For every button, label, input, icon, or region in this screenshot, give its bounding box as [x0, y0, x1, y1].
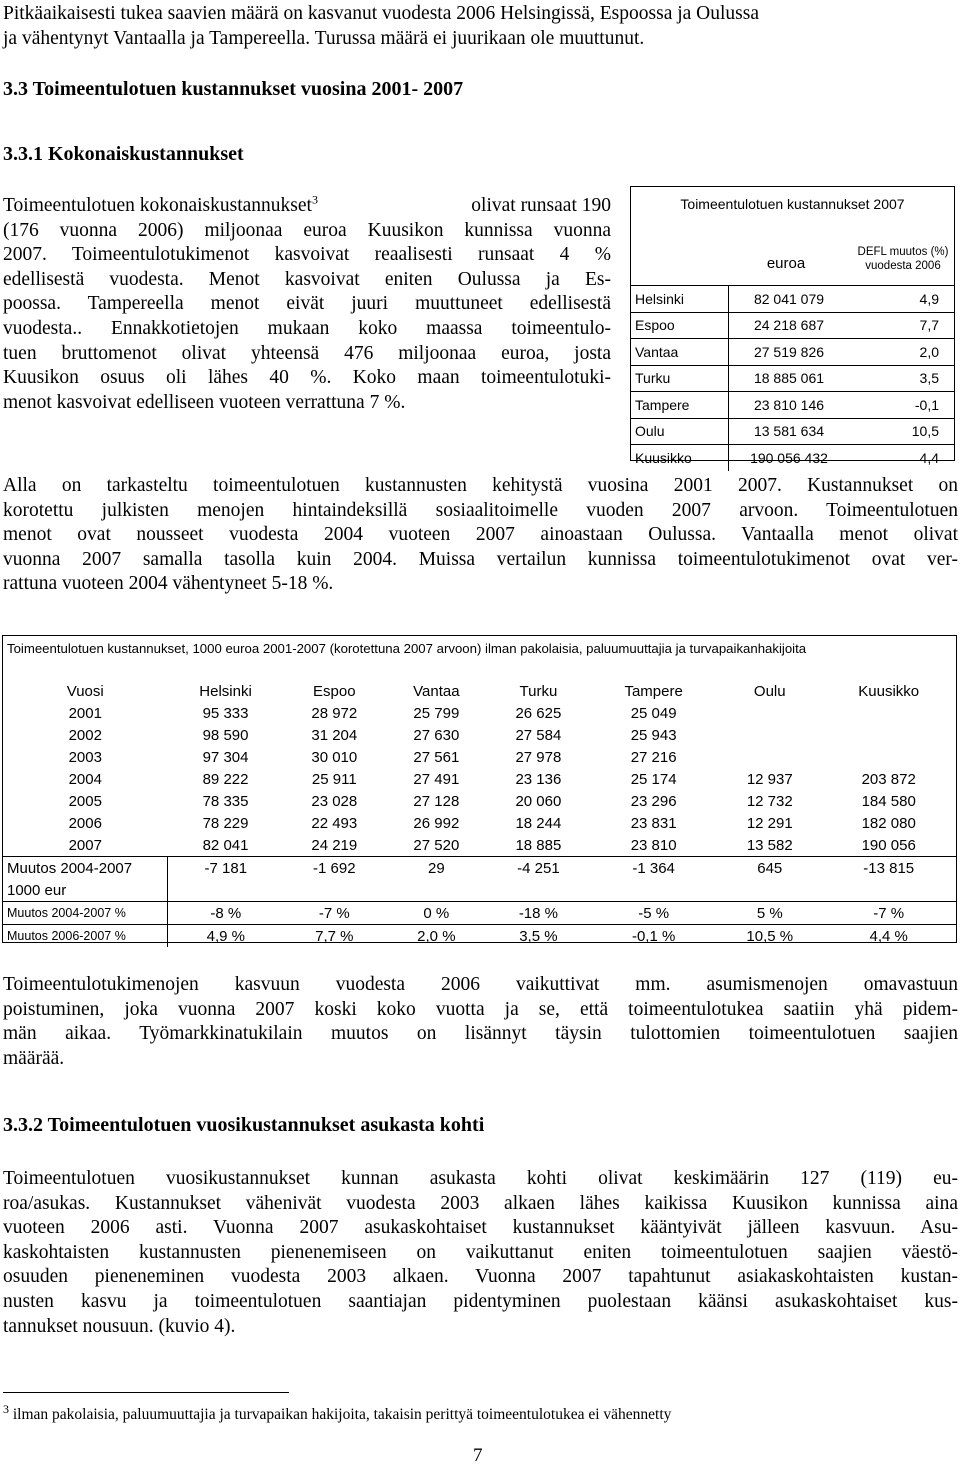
side-table-cell-defl: -0,1: [849, 392, 955, 419]
table-cell: 4,9 %: [168, 925, 284, 948]
table-cell: 27 561: [413, 748, 460, 766]
paragraph-kehitys: [3, 474, 958, 597]
table-cell: 13 582: [746, 836, 793, 854]
table-cell: 7,7 %: [284, 925, 385, 948]
table-row: [3, 702, 956, 724]
table-cell: [718, 724, 821, 746]
text-line: Toimeentulotukimenojen kasvuun vuodesta 2006 vaikuttivat mm. asumismenojen omavastuun: [3, 974, 958, 995]
empty-cell: [284, 879, 385, 902]
table-cell: 97 304: [202, 748, 249, 766]
cost-table-caption: Toimeentulotuen kustannukset, 1000 euroa 2001-2007 (korotettuna 2007 arvoon) ilman pakolaisia, paluumuuttajia ja turvapaikanhakijoita: [7, 641, 807, 656]
text-line: män aikaa. Työmarkkinatukilain muutos on lisännyt täysin tulottomien toimeentulotuen saajien: [3, 1023, 958, 1045]
text-line: Pitkäaikaisesti tukea saavien määrä on kasvanut vuodesta 2006 Helsingissä, Espoossa ja Oulussa: [3, 3, 760, 24]
table-cell: 10,5 %: [718, 925, 821, 948]
text-line: vuodesta.. Ennakkotietojen mukaan koko maassa toimeentulo-: [3, 317, 611, 339]
text-line: edellisestä vuodesta. Menot kasvoivat eniten Oulussa ja Es-: [3, 268, 611, 290]
page-number: 7: [473, 1445, 483, 1466]
row-unit-label: 1000 eur: [3, 879, 168, 902]
table-cell: 27 520: [413, 836, 460, 854]
row-label: Muutos 2004-2007 %: [3, 902, 168, 925]
cost-table-2001-2007: [2, 635, 957, 943]
subsection-heading: 3.3.2 Toimeentulotuen vuosikustannukset asukasta kohti: [3, 1114, 485, 1136]
text-fragment: olivat runsaat 190: [471, 195, 611, 216]
table-cell: 2004: [68, 770, 102, 788]
table-row: [3, 812, 956, 834]
table-cell: 25 174: [630, 770, 677, 788]
column-header: Vuosi: [66, 682, 104, 700]
side-table-cell-euroa: 13 581 634: [729, 418, 850, 445]
table-cell: 2005: [68, 792, 102, 810]
side-table-cell-city: Helsinki: [631, 286, 729, 313]
table-cell: 26 625: [515, 704, 562, 722]
footnote-number: 3: [3, 1401, 9, 1416]
side-table-cell-defl: 10,5: [849, 418, 955, 445]
table-cell: 82 041: [202, 836, 249, 854]
table-cell: 184 580: [861, 792, 916, 810]
table-cell: 27 128: [413, 792, 460, 810]
table-cell: 24 219: [311, 836, 358, 854]
text-line: (176 vuonna 2006) miljoonaa euroa Kuusikon kunnissa vuonna: [3, 219, 611, 241]
table-row-unit: [3, 879, 956, 902]
footnote-text: ilman pakolaisia, paluumuuttajia ja turvapaikan hakijoita, takaisin perittyä toimeentulotukea ei vähennetty: [9, 1406, 672, 1423]
empty-cell: [488, 879, 589, 902]
empty-cell: [718, 879, 821, 902]
column-header: Turku: [519, 682, 558, 700]
table-cell: 98 590: [202, 726, 249, 744]
table-cell: 25 911: [311, 770, 357, 788]
side-table-row: [631, 286, 955, 313]
table-row-summary: [3, 925, 956, 948]
side-table-title: Toimeentulotuen kustannukset 2007: [680, 196, 905, 212]
text-line: roa/asukas. Kustannukset vähenivät vuodesta 2003 alkaen lähes kaikissa Kuusikon kunnissa aina: [3, 1192, 958, 1214]
table-cell: 28 972: [311, 704, 358, 722]
intro-paragraph: [3, 2, 958, 51]
table-cell: [718, 746, 821, 768]
paragraph-kokonaiskustannukset: [3, 194, 611, 415]
table-cell: 23 136: [515, 770, 562, 788]
table-cell: 89 222: [202, 770, 249, 788]
table-cell: 27 978: [515, 748, 562, 766]
text-line: poistuminen, joka vuonna 2007 koski koko vuotta ja se, että toimeentulotukea saatiin yhä pidem-: [3, 998, 958, 1020]
side-table-row: [631, 312, 955, 339]
table-cell: 26 992: [413, 814, 460, 832]
paragraph-kasvu: [3, 973, 958, 1071]
table-cell: 2002: [68, 726, 102, 744]
table-cell: -13 815: [821, 857, 956, 880]
column-header: Oulu: [753, 682, 786, 700]
table-cell: [821, 702, 956, 724]
cost-table-grid: [3, 680, 956, 947]
text-line: rattuna vuoteen 2004 vähentyneet 5-18 %.: [3, 573, 334, 595]
table-cell: -4 251: [488, 857, 589, 880]
table-cell: 25 799: [413, 704, 460, 722]
side-table-cell-defl: 7,7: [849, 312, 955, 339]
text-line: Kuusikon osuus oli lähes 40 %. Koko maan toimeentulotuki-: [3, 367, 611, 389]
table-cell: 3,5 %: [488, 925, 589, 948]
table-cell: -7 %: [284, 902, 385, 925]
text-line: poossa. Tampereella menot eivät juuri muuttuneet edellisestä: [3, 293, 611, 315]
side-table-cell-city: Turku: [631, 365, 729, 392]
side-table-row: [631, 365, 955, 392]
text-line: menot ovat nousseet vuodesta 2004 vuoteen 2007 ainoastaan Oulussa. Vantaalla menot olivat: [3, 524, 958, 546]
table-cell: 2,0 %: [385, 925, 488, 948]
table-cell: 645: [718, 857, 821, 880]
table-row-summary: [3, 902, 956, 925]
table-cell: 5 %: [718, 902, 821, 925]
table-cell: 31 204: [311, 726, 358, 744]
table-cell: -1 364: [589, 857, 718, 880]
table-cell: 2003: [68, 748, 102, 766]
table-cell: 20 060: [515, 792, 562, 810]
empty-cell: [168, 879, 284, 902]
side-table-header-euroa: euroa: [766, 255, 806, 272]
text-line: tuen bruttomenot olivat yhteensä 476 miljoonaa euroa, josta: [3, 342, 611, 364]
table-cell: 78 335: [202, 792, 249, 810]
side-table-costs-2007: [630, 186, 955, 466]
table-cell: 78 229: [202, 814, 249, 832]
table-row: [3, 834, 956, 857]
table-cell: -8 %: [168, 902, 284, 925]
section-heading: 3.3 Toimeentulotuen kustannukset vuosina 2001- 2007: [3, 78, 464, 100]
table-cell: 30 010: [311, 748, 358, 766]
row-label: Muutos 2006-2007 %: [3, 925, 168, 948]
empty-cell: [385, 879, 488, 902]
side-table-row: [631, 445, 955, 471]
side-table-row: [631, 392, 955, 419]
table-cell: 12 937: [746, 770, 793, 788]
table-cell: 25 943: [630, 726, 677, 744]
text-line: vuoteen 2006 asti. Vuonna 2007 asukaskohtaiset kustannukset kääntyivät jälleen kasvuun. Asu-: [3, 1217, 958, 1239]
table-cell: [821, 724, 956, 746]
table-row-summary: [3, 857, 956, 880]
empty-cell: [589, 879, 718, 902]
text-line: määrää.: [3, 1047, 65, 1069]
side-table-cell-city: Espoo: [631, 312, 729, 339]
side-table-cell-city: Vantaa: [631, 339, 729, 366]
table-cell: 12 291: [746, 814, 793, 832]
table-cell: [718, 702, 821, 724]
side-table-cell-city: Tampere: [631, 392, 729, 419]
side-table-row: [631, 339, 955, 366]
table-cell: -0,1 %: [589, 925, 718, 948]
table-cell: 190 056: [861, 836, 916, 854]
side-table-cell-euroa: 82 041 079: [729, 286, 850, 313]
text-line: vuonna 2007 samalla tasolla kuin 2004. Muissa vertailun kunnissa toimeentulotukimenot ovat ver-: [3, 548, 958, 570]
column-header: Helsinki: [199, 682, 252, 700]
table-cell: 27 491: [413, 770, 460, 788]
table-cell: 23 831: [630, 814, 677, 832]
side-table-cell-defl: 2,0: [849, 339, 955, 366]
table-row: [3, 724, 956, 746]
side-table-row: [631, 418, 955, 445]
text-line: korotettu julkisten menojen hintaindeksillä sosiaalitoimelle vuoden 2007 arvoon. Toimeentulotuen: [3, 499, 958, 521]
table-cell: -5 %: [589, 902, 718, 925]
empty-cell: [821, 879, 956, 902]
table-cell: 23 028: [311, 792, 358, 810]
text-line: Toimeentulotuen vuosikustannukset kunnan asukasta kohti olivat keskimäärin 127 (119) eu-: [3, 1168, 958, 1189]
text-line: ja vähentynyt Vantaalla ja Tampereella. Turussa määrä ei juurikaan ole muuttunut.: [3, 27, 645, 49]
side-table-cell-euroa: 190 056 432: [729, 445, 850, 471]
subsection-heading: 3.3.1 Kokonaiskustannukset: [3, 143, 244, 165]
text-line: Alla on tarkasteltu toimeentulotuen kustannusten kehitystä vuosina 2001 2007. Kustannukset on: [3, 475, 958, 496]
table-cell: 18 885: [515, 836, 562, 854]
footnote-ref[interactable]: 3: [311, 192, 318, 207]
table-cell: 23 296: [630, 792, 677, 810]
table-cell: 25 049: [630, 704, 677, 722]
table-cell: 2006: [68, 814, 102, 832]
text-line: menot kasvoivat edelliseen vuoteen verrattuna 7 %.: [3, 391, 406, 413]
table-cell: 0 %: [385, 902, 488, 925]
table-cell: 27 216: [630, 748, 677, 766]
row-label: Muutos 2004-2007: [3, 857, 168, 880]
table-cell: -1 692: [284, 857, 385, 880]
column-header: Espoo: [313, 682, 356, 700]
table-cell: -7 %: [821, 902, 956, 925]
footnote-rule: [3, 1392, 289, 1393]
table-cell: 2001: [68, 704, 102, 722]
side-table-cell-euroa: 24 218 687: [729, 312, 850, 339]
side-table-cell-euroa: 18 885 061: [729, 365, 850, 392]
side-table-cell-defl: 3,5: [849, 365, 955, 392]
table-cell: 18 244: [515, 814, 562, 832]
table-cell: 203 872: [861, 770, 916, 788]
table-cell: 23 810: [630, 836, 677, 854]
table-row: [3, 790, 956, 812]
side-table-cell-euroa: 23 810 146: [729, 392, 850, 419]
side-table-body: [631, 285, 955, 471]
text-line: osuuden pieneneminen vuodesta 2003 alkaen. Vuonna 2007 tapahtunut asiakaskohtaisten kustan-: [3, 1266, 958, 1288]
text-line: kaskohtaisten kustannusten pienenemiseen on vaikuttanut eniten toimeentulotuen saajien väestö-: [3, 1241, 958, 1263]
table-cell: 22 493: [311, 814, 358, 832]
table-cell: -18 %: [488, 902, 589, 925]
table-cell: [821, 746, 956, 768]
table-cell: 95 333: [202, 704, 249, 722]
footnote: [3, 1401, 672, 1424]
table-row: [3, 768, 956, 790]
table-cell: 27 584: [515, 726, 562, 744]
table-cell: 29: [385, 857, 488, 880]
table-cell: 12 732: [746, 792, 793, 810]
table-cell: 4,4 %: [821, 925, 956, 948]
text-line: 2007. Toimeentulotukimenot kasvoivat reaalisesti runsaat 4 %: [3, 244, 611, 266]
side-table-cell-city: Kuusikko: [631, 445, 729, 471]
text-fragment: Toimeentulotuen kokonaiskustannukset: [3, 195, 312, 216]
column-header: Kuusikko: [858, 682, 920, 700]
side-table-cell-city: Oulu: [631, 418, 729, 445]
side-table-header-defl: DEFL muutos (%) vuodesta 2006: [857, 246, 949, 272]
side-table-cell-defl: 4,9: [849, 286, 955, 313]
text-line: tannukset nousuun. (kuvio 4).: [3, 1315, 236, 1337]
table-cell: -7 181: [168, 857, 284, 880]
column-header: Vantaa: [413, 682, 460, 700]
table-cell: 2007: [68, 836, 102, 854]
column-header: Tampere: [624, 682, 683, 700]
table-cell: 27 630: [413, 726, 460, 744]
text-line: nusten kasvu ja toimeentulotuen saantiajan pidentyminen puolestaan käänsi asukaskohtaiset kus-: [3, 1290, 958, 1312]
side-table-cell-defl: 4,4: [849, 445, 955, 471]
paragraph-asukaskohtaiset: [3, 1167, 958, 1339]
side-table-cell-euroa: 27 519 826: [729, 339, 850, 366]
table-cell: 182 080: [861, 814, 916, 832]
table-row: [3, 746, 956, 768]
